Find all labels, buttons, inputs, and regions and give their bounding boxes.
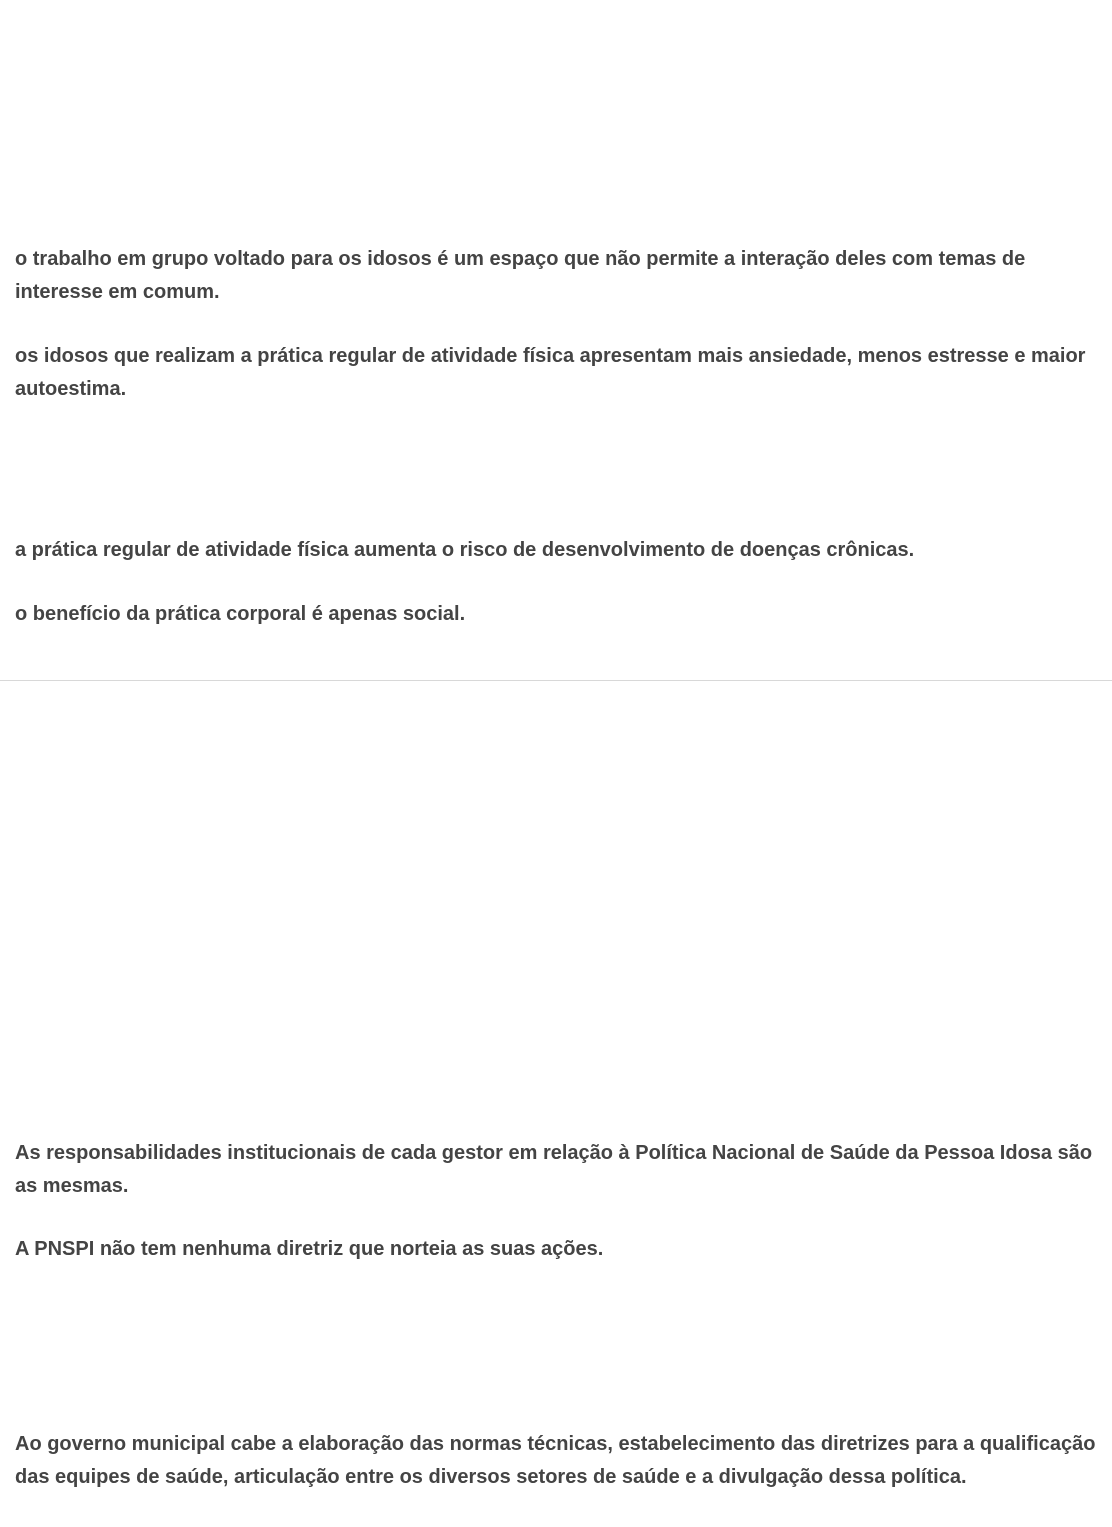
option-item[interactable]: os idosos que realizam a prática regular de atividade física apresentam mais ansiedade, menos estresse e maior autoestima. <box>15 345 1086 400</box>
option-item[interactable]: Ao governo municipal cabe a elaboração das normas técnicas, estabelecimento das diretrizes para a qualificação das equipes de saúde, articulação entre os diversos setores de saúde e a divulgação dessa política. <box>15 1433 1096 1488</box>
section-divider <box>0 680 1112 681</box>
option-item[interactable]: A PNSPI não tem nenhuma diretriz que norteia as suas ações. <box>15 1238 604 1260</box>
option-item[interactable]: o benefício da prática corporal é apenas social. <box>15 603 466 625</box>
option-item[interactable]: o trabalho em grupo voltado para os idosos é um espaço que não permite a interação deles com temas de interesse em comum. <box>15 248 1026 303</box>
option-item[interactable]: As responsabilidades institucionais de cada gestor em relação à Política Nacional de Saúde da Pessoa Idosa são as mesmas. <box>15 1142 1093 1197</box>
option-item[interactable]: a prática regular de atividade física aumenta o risco de desenvolvimento de doenças crônicas. <box>15 539 915 561</box>
